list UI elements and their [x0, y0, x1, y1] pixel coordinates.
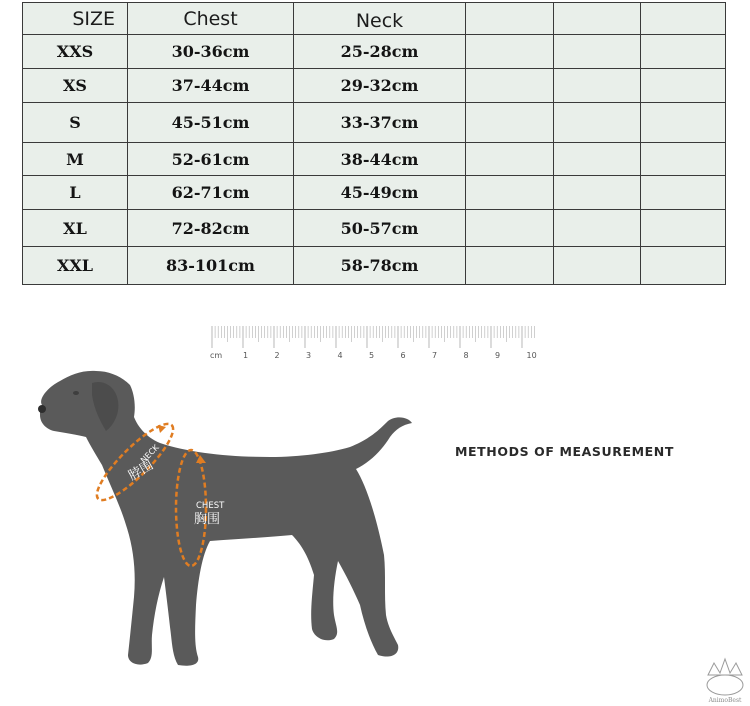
neck-cell: 50-57cm [294, 210, 466, 247]
ruler-number: 10 [526, 351, 537, 360]
dog-eye [73, 391, 79, 395]
ruler-numbers [243, 351, 537, 360]
neck-cell: 58-78cm [294, 247, 466, 285]
size-cell: M [23, 143, 128, 176]
logo-oval [707, 675, 743, 695]
table-row [23, 210, 726, 247]
neck-cell: 33-37cm [294, 103, 466, 143]
chest-label-cn: 胸围 [194, 512, 221, 527]
table-row [23, 176, 726, 210]
header-size: SIZE [23, 3, 128, 35]
dog-silhouette [40, 371, 412, 666]
neck-cell: 25-28cm [294, 35, 466, 69]
empty-cell [466, 247, 554, 285]
chest-cell: 30-36cm [128, 35, 294, 69]
empty-cell [641, 247, 726, 285]
size-chart-table [22, 2, 726, 285]
empty-cell [466, 210, 554, 247]
neck-cell: 38-44cm [294, 143, 466, 176]
methods-of-measurement-title: METHODS OF MEASUREMENT [455, 444, 674, 459]
header-row [23, 3, 726, 35]
chest-label-en: CHEST [196, 501, 225, 511]
ruler-ticks [212, 326, 534, 348]
table-row [23, 35, 726, 69]
empty-cell [554, 210, 641, 247]
header-empty-5 [554, 3, 641, 35]
brand-logo [700, 655, 750, 705]
empty-cell [641, 176, 726, 210]
size-cell: XL [23, 210, 128, 247]
size-chart-body [23, 3, 726, 285]
dog-nose [38, 405, 46, 413]
empty-cell [466, 143, 554, 176]
header-empty-6 [641, 3, 726, 35]
ruler-number: 1 [243, 351, 249, 360]
dog-illustration [30, 365, 430, 670]
empty-cell [641, 143, 726, 176]
ruler-unit-label: cm [210, 351, 223, 360]
empty-cell [554, 176, 641, 210]
table-row [23, 103, 726, 143]
empty-cell [554, 35, 641, 69]
empty-cell [466, 103, 554, 143]
chest-cell: 72-82cm [128, 210, 294, 247]
neck-label-cn: 脖围 [126, 457, 157, 484]
chest-cell: 37-44cm [128, 69, 294, 103]
ruler-number: 9 [495, 351, 501, 360]
empty-cell [554, 69, 641, 103]
neck-label-en: NECK [138, 442, 161, 465]
chest-cell: 62-71cm [128, 176, 294, 210]
ruler-number: 4 [337, 351, 343, 360]
size-cell: S [23, 103, 128, 143]
ruler-number: 7 [432, 351, 438, 360]
chest-cell: 45-51cm [128, 103, 294, 143]
ruler-graphic [208, 322, 548, 364]
header-neck: Neck [294, 3, 466, 35]
ruler-number: 5 [369, 351, 375, 360]
empty-cell [466, 69, 554, 103]
crown-icon [708, 659, 742, 675]
empty-cell [466, 176, 554, 210]
empty-cell [641, 210, 726, 247]
table-row [23, 69, 726, 103]
neck-cell: 45-49cm [294, 176, 466, 210]
ruler-number: 3 [306, 351, 312, 360]
table-row [23, 247, 726, 285]
empty-cell [554, 103, 641, 143]
empty-cell [466, 35, 554, 69]
empty-cell [554, 143, 641, 176]
empty-cell [641, 103, 726, 143]
neck-cell: 29-32cm [294, 69, 466, 103]
header-chest: Chest [128, 3, 294, 35]
ruler-number: 8 [463, 351, 469, 360]
chest-cell: 83-101cm [128, 247, 294, 285]
ruler-number: 2 [274, 351, 280, 360]
chest-cell: 52-61cm [128, 143, 294, 176]
size-cell: XS [23, 69, 128, 103]
neck-measure-arrow [158, 425, 166, 433]
size-cell: L [23, 176, 128, 210]
header-empty-4 [466, 3, 554, 35]
empty-cell [554, 247, 641, 285]
empty-cell [641, 35, 726, 69]
size-cell: XXS [23, 35, 128, 69]
brand-name: AnimoBest [708, 697, 742, 704]
empty-cell [641, 69, 726, 103]
ruler-number: 6 [400, 351, 406, 360]
size-cell: XXL [23, 247, 128, 285]
table-row [23, 143, 726, 176]
